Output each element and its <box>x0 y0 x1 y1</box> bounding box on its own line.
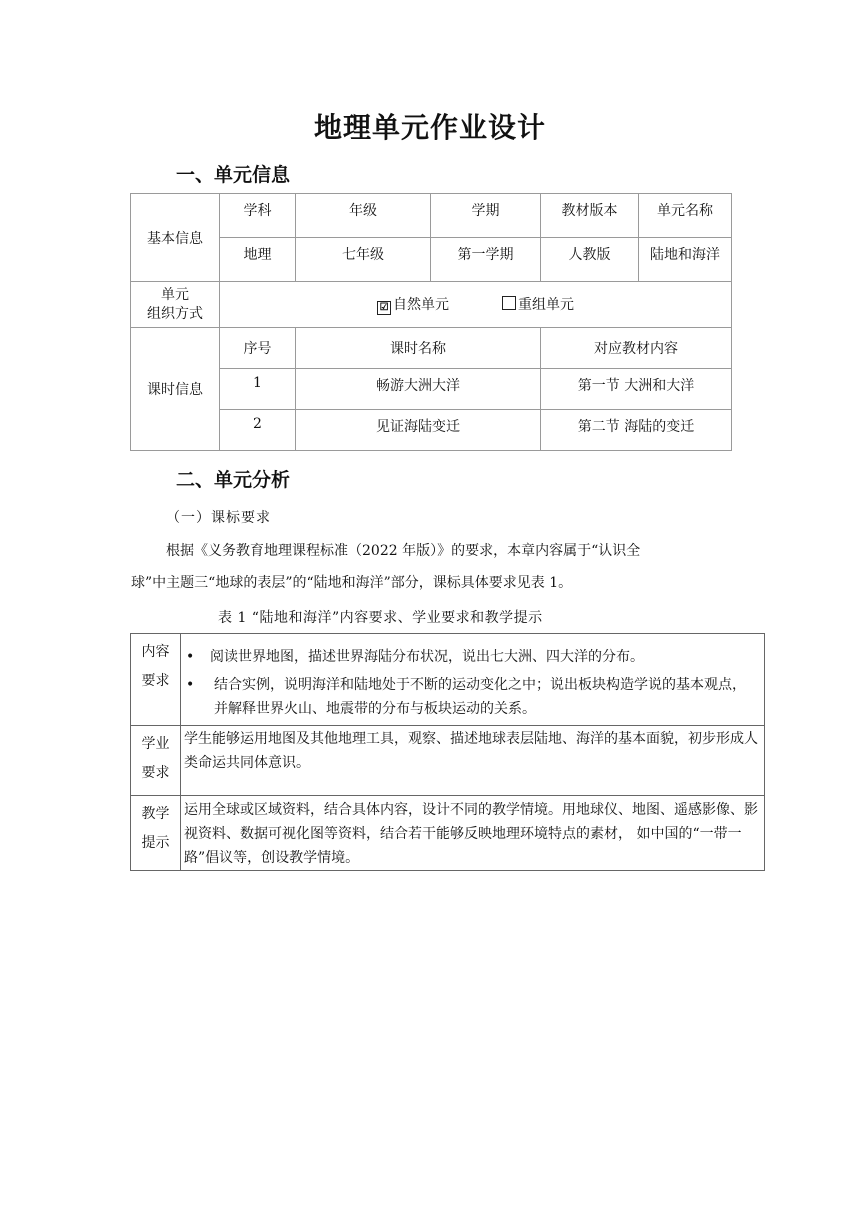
table-caption: 表 1 “陆地和海洋”内容要求、学业要求和教学提示 <box>218 610 543 626</box>
unchecked-checkbox-icon <box>502 296 516 310</box>
header-unit-name: 单元名称 <box>639 194 732 238</box>
value-term: 第一学期 <box>431 238 541 282</box>
checked-checkbox-icon: ☑ <box>377 301 391 315</box>
header-grade: 年级 <box>296 194 431 238</box>
academic-label-line2: 要求 <box>141 765 170 781</box>
header-term: 学期 <box>431 194 541 238</box>
org-option-regrouped: 重组单元 <box>517 297 574 313</box>
subsection-heading: （一）课标要求 <box>166 510 271 526</box>
bullet-item-1 <box>184 645 758 669</box>
academic-requirement-label <box>131 726 181 796</box>
org-method-options <box>220 282 732 328</box>
lesson-1-no: 1 <box>220 369 296 410</box>
content-label-line2: 要求 <box>141 673 170 689</box>
basic-info-label: 基本信息 <box>131 194 220 282</box>
lesson-header-content: 对应教材内容 <box>541 328 732 369</box>
org-label-line1: 单元 <box>161 286 189 303</box>
unit-info-table <box>130 193 732 451</box>
lesson-1-content: 第一节 大洲和大洋 <box>541 369 732 410</box>
lesson-header-name: 课时名称 <box>296 328 541 369</box>
header-subject: 学科 <box>220 194 296 238</box>
teaching-tips-text: 运用全球或区域资料，结合具体内容，设计不同的教学情境。用地球仪、地图、遥感影像、影视资料、数据可视化图等资料，结合若干能够反映地理环境特点的素材， 如中国的“一带一路”倡议等，创设教学情境。 <box>181 796 765 871</box>
org-label-line2: 组织方式 <box>147 305 203 322</box>
bullet-item-2 <box>184 673 758 721</box>
value-unit-name: 陆地和海洋 <box>639 238 732 282</box>
lesson-2-no: 2 <box>220 410 296 451</box>
lesson-2-name: 见证海陆变迁 <box>296 410 541 451</box>
content-requirement-text <box>181 634 765 726</box>
section-heading-unit-analysis: 二、单元分析 <box>176 469 291 491</box>
paragraph-line-2: 球”中主题三“地球的表层”的“陆地和海洋”部分，课标具体要求见表 1。 <box>131 575 573 591</box>
page-title: 地理单元作业设计 <box>313 111 546 144</box>
bullet-1-text: 阅读世界地图，描述世界海陆分布状况，说出七大洲、四大洋的分布。 <box>210 649 644 665</box>
teaching-label-line1: 教学 <box>141 806 170 822</box>
header-edition: 教材版本 <box>541 194 639 238</box>
academic-label-line1: 学业 <box>141 736 170 752</box>
content-label-line1: 内容 <box>141 644 170 660</box>
requirements-table <box>130 633 765 871</box>
value-edition: 人教版 <box>541 238 639 282</box>
lesson-2-content: 第二节 海陆的变迁 <box>541 410 732 451</box>
paragraph-line-1: 根据《义务教育地理课程标准（2022 年版）》的要求，本章内容属于“认识全 <box>166 543 641 559</box>
value-subject: 地理 <box>220 238 296 282</box>
bullet-icon: • <box>186 649 195 665</box>
section-heading-unit-info: 一、单元信息 <box>176 164 291 186</box>
org-method-label <box>131 282 220 328</box>
teaching-tips-label <box>131 796 181 871</box>
bullet-2-text: 结合实例，说明海洋和陆地处于不断的运动变化之中；说出板块构造学说的基本观点，并解释世界火山、地震带的分布与板块运动的关系。 <box>214 677 746 717</box>
academic-requirement-text: 学生能够运用地图及其他地理工具，观察、描述地球表层陆地、海洋的基本面貌，初步形成人类命运共同体意识。 <box>181 726 765 796</box>
org-option-natural: 自然单元 <box>393 297 450 313</box>
lesson-header-no: 序号 <box>220 328 296 369</box>
lesson-1-name: 畅游大洲大洋 <box>296 369 541 410</box>
teaching-label-line2: 提示 <box>141 835 170 851</box>
content-requirement-label <box>131 634 181 726</box>
bullet-icon: • <box>186 677 195 693</box>
value-grade: 七年级 <box>296 238 431 282</box>
lesson-info-label: 课时信息 <box>131 328 220 451</box>
